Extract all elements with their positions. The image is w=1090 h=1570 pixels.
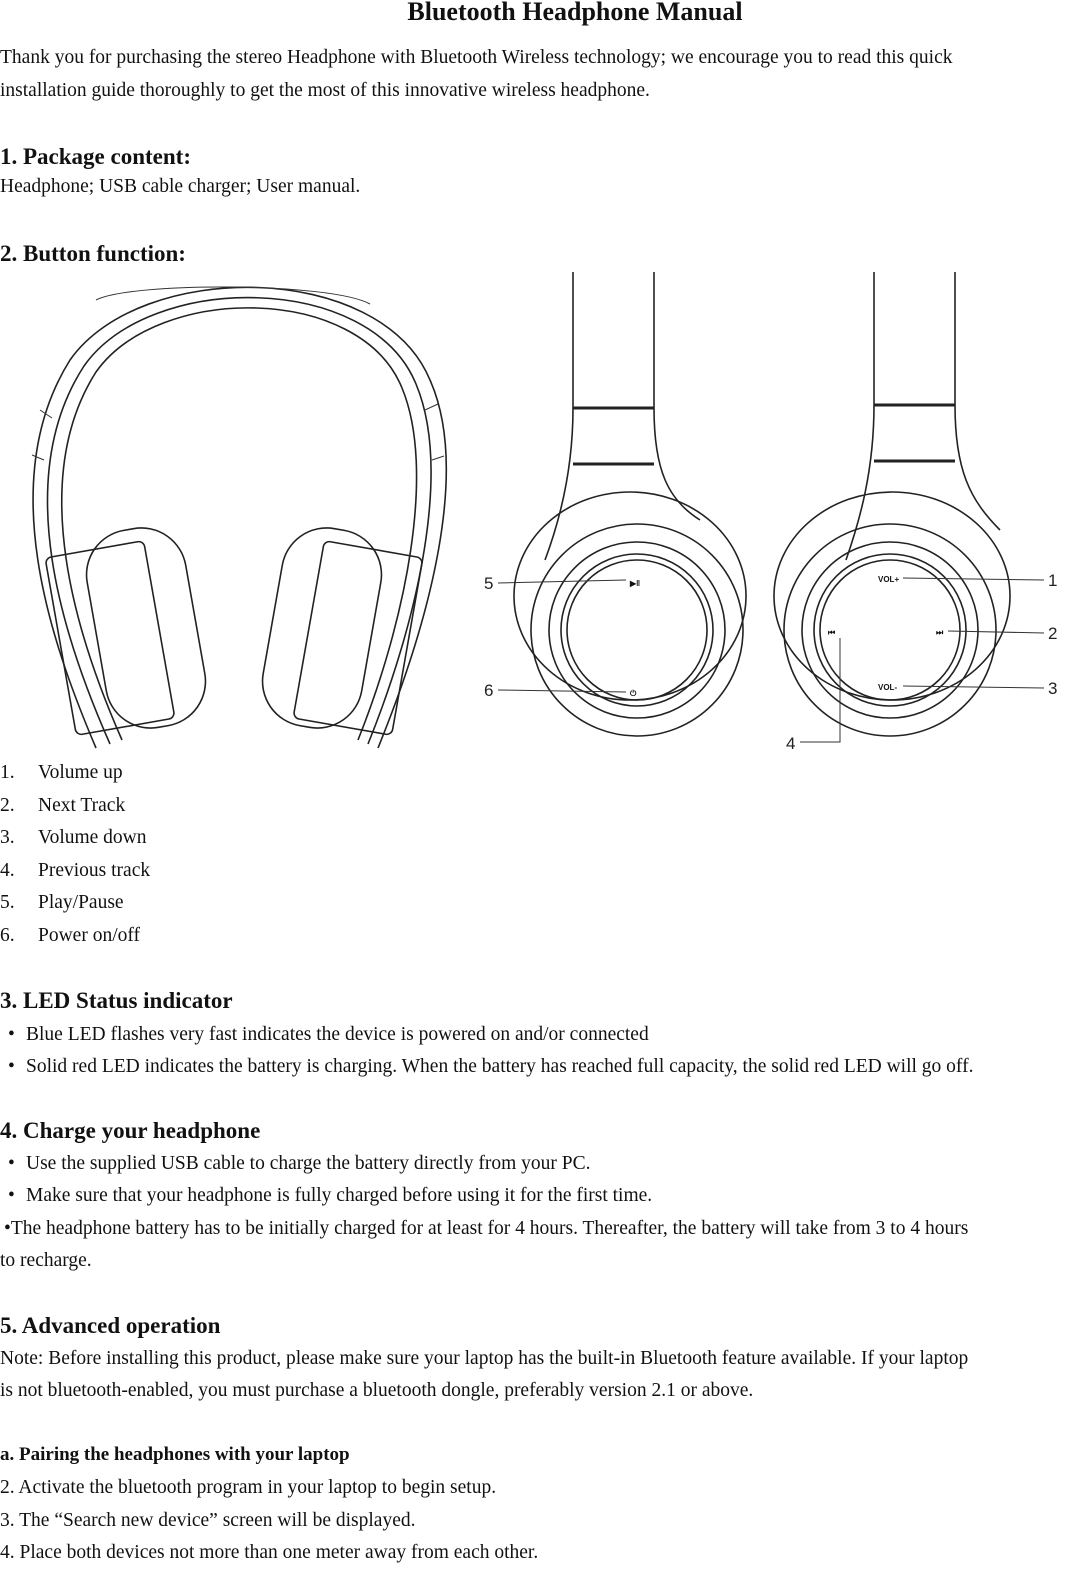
led-bullet-1: • Blue LED flashes very fast indicates the device is powered on and/or connected <box>8 1024 649 1045</box>
package-content-text: Headphone; USB cable charger; User manual. <box>0 176 361 197</box>
intro-line-2: installation guide thoroughly to get the most of this innovative wireless headphone. <box>0 80 650 101</box>
callout-6: 6 <box>484 681 494 700</box>
pairing-step-3: 3. The “Search new device” screen will be displayed. <box>0 1510 416 1531</box>
list-item: 1. Volume up <box>0 762 123 783</box>
callout-4: 4 <box>786 734 796 753</box>
volume-down-marker: VOL- <box>878 683 898 692</box>
intro-line-1: Thank you for purchasing the stereo Headphone with Bluetooth Wireless technology; we encourage you to read this quick <box>0 47 953 68</box>
section-heading-buttons: 2. Button function: <box>0 241 186 266</box>
pairing-step-2: 2. Activate the bluetooth program in your laptop to begin setup. <box>0 1477 497 1498</box>
section-heading-charge: 4. Charge your headphone <box>0 1118 261 1143</box>
advanced-note-line-1: Note: Before installing this product, please make sure your laptop has the built-in Bluetooth feature available. If your laptop <box>0 1348 969 1369</box>
charge-bullet-2: • Make sure that your headphone is fully charged before using it for the first time. <box>8 1185 653 1206</box>
callout-5: 5 <box>484 574 494 593</box>
section-heading-led: 3. LED Status indicator <box>0 988 233 1013</box>
charge-bullet-1: • Use the supplied USB cable to charge the battery directly from your PC. <box>8 1153 591 1174</box>
headphone-diagram <box>0 268 1090 754</box>
callout-1: 1 <box>1048 571 1058 590</box>
headphone-side-view-right <box>774 272 1010 736</box>
volume-up-marker: VOL+ <box>878 575 900 584</box>
section-heading-advanced: 5. Advanced operation <box>0 1313 221 1338</box>
previous-track-icon: ⏮ <box>828 628 836 637</box>
power-icon: ⏻ <box>630 689 637 698</box>
pairing-step-4: 4. Place both devices not more than one meter away from each other. <box>0 1542 539 1563</box>
list-item: 2. Next Track <box>0 794 126 816</box>
list-item: 5. Play/Pause <box>0 892 124 914</box>
led-bullet-2: • Solid red LED indicates the battery is charging. When the battery has reached full capacity, the solid red LED will go off. <box>8 1056 974 1077</box>
list-item: 4. Previous track <box>0 859 151 881</box>
headphone-side-view-left <box>514 272 746 736</box>
next-track-icon: ⏭ <box>936 628 944 637</box>
page-title: Bluetooth Headphone Manual <box>407 0 743 26</box>
play-pause-icon: ▶‖ <box>630 579 641 588</box>
callout-3: 3 <box>1048 679 1058 698</box>
pairing-subheading: a. Pairing the headphones with your laptop <box>0 1444 350 1465</box>
button-function-list <box>0 757 150 953</box>
list-item: 6. Power on/off <box>0 924 141 946</box>
section-heading-package: 1. Package content: <box>0 144 191 169</box>
charge-note-line-2: to recharge. <box>0 1250 92 1271</box>
advanced-note-line-2: is not bluetooth-enabled, you must purchase a bluetooth dongle, preferably version 2.1 or above. <box>0 1380 754 1401</box>
headphone-front-illustration <box>32 287 446 748</box>
list-item: 3. Volume down <box>0 827 147 849</box>
charge-note-line-1: •The headphone battery has to be initially charged for at least for 4 hours. Thereafter, the battery will take from 3 to 4 hours <box>4 1218 969 1239</box>
callout-2: 2 <box>1048 624 1058 643</box>
